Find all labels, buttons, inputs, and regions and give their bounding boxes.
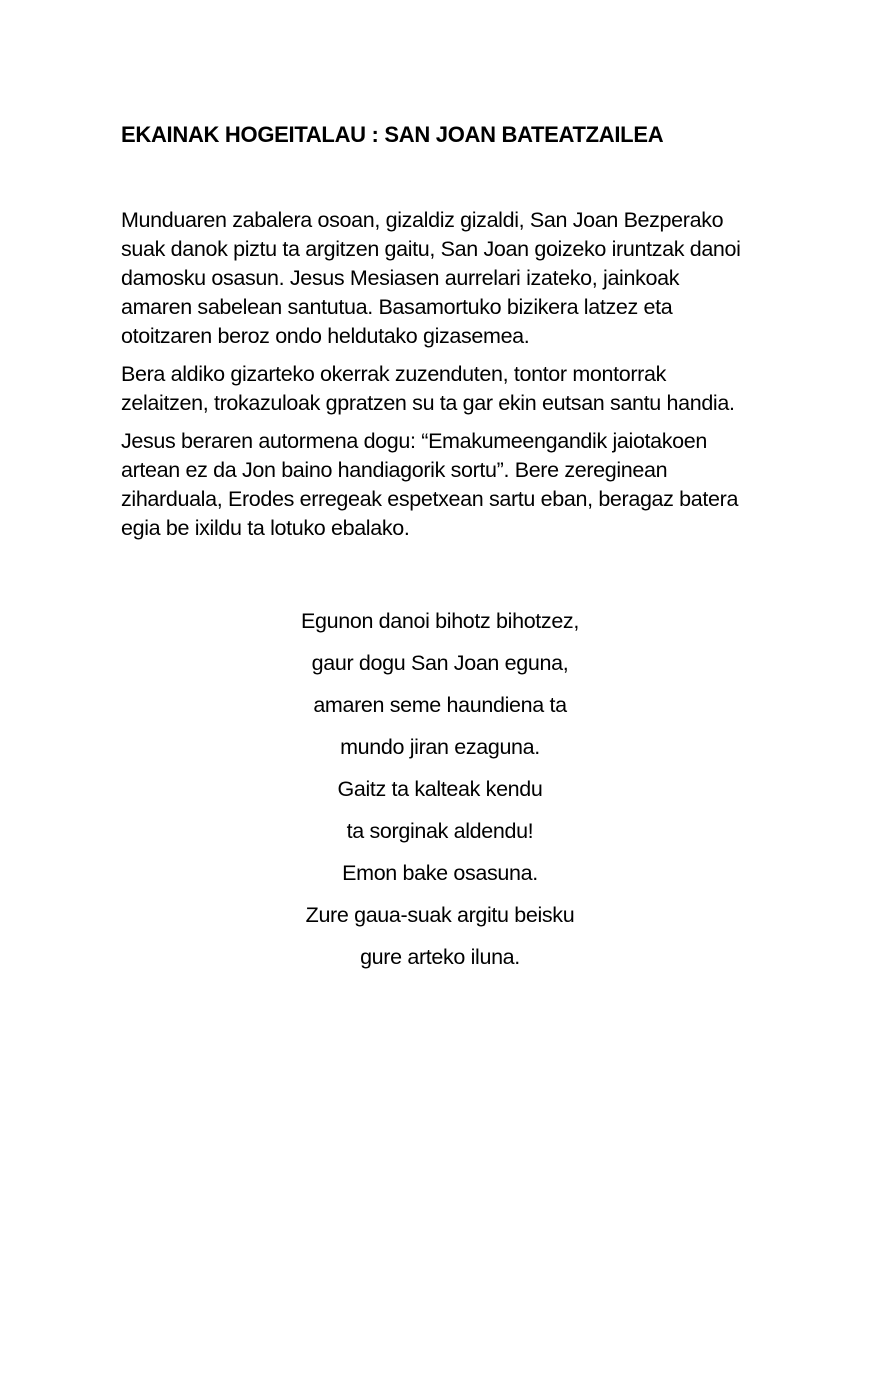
text-line: otoitzaren beroz ondo heldutako gizasemea. <box>121 324 530 348</box>
paragraph-1 <box>121 206 761 351</box>
poem <box>240 607 640 985</box>
text-line: zelaitzen, trokazuloak gpratzen su ta gar ekin eutsan santu handia. <box>121 391 735 415</box>
poem-verse: mundo jiran ezaguna. <box>340 735 540 759</box>
text-line: suak danok piztu ta argitzen gaitu, San Joan goizeko iruntzak danoi <box>121 237 741 261</box>
poem-verse: amaren seme haundiena ta <box>313 693 567 717</box>
body-text <box>121 206 761 552</box>
text-line: damosku osasun. Jesus Mesiasen aurrelari izateko, jainkoak <box>121 266 680 290</box>
poem-verse: Zure gaua-suak argitu beisku <box>305 903 575 927</box>
text-line: egia be ixildu ta lotuko ebalako. <box>121 516 410 540</box>
page-title: EKAINAK HOGEITALAU : SAN JOAN BATEATZAILEA <box>121 122 664 147</box>
text-line: ziharduala, Erodes erregeak espetxean sartu eban, beragaz batera <box>121 487 739 511</box>
poem-verse: gure arteko iluna. <box>360 945 520 969</box>
poem-verse: Egunon danoi bihotz bihotzez, <box>301 609 579 633</box>
poem-verse: ta sorginak aldendu! <box>346 819 534 843</box>
poem-verse: Gaitz ta kalteak kendu <box>337 777 543 801</box>
text-line: Jesus beraren autormena dogu: “Emakumeengandik jaiotakoen <box>121 429 708 453</box>
text-line: artean ez da Jon baino handiagorik sortu”. Bere zereginean <box>121 458 668 482</box>
paragraph-2 <box>121 360 761 418</box>
text-line: Bera aldiko gizarteko okerrak zuzenduten, tontor montorrak <box>121 362 666 386</box>
poem-verse: gaur dogu San Joan eguna, <box>311 651 569 675</box>
text-line: Munduaren zabalera osoan, gizaldiz gizaldi, San Joan Bezperako <box>121 208 724 232</box>
poem-verse: Emon bake osasuna. <box>342 861 538 885</box>
paragraph-3 <box>121 427 761 543</box>
text-line: amaren sabelean santutua. Basamortuko bizikera latzez eta <box>121 295 673 319</box>
